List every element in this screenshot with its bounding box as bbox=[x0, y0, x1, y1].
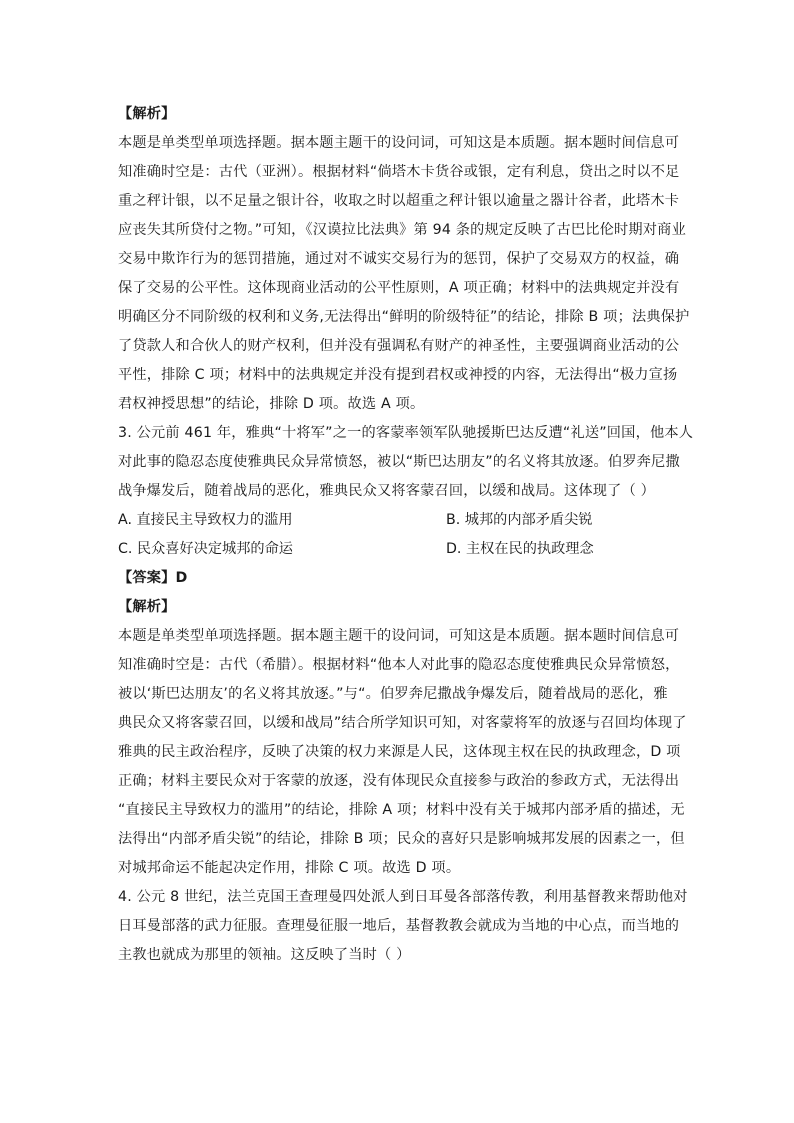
q3-analysis-line: 被以‘斯巴达朋友’的名义将其放逐。”与“。伯罗奔尼撒战争爆发后，随着战局的恶化，雅 bbox=[118, 686, 668, 702]
q2-analysis-line: 平性，排除 C 项；材料中的法典规定并没有提到君权或神授的内容，无法得出“极力宣扬 bbox=[118, 367, 678, 383]
q3-option-d: D. 主权在民的执政理念 bbox=[446, 541, 594, 557]
q2-analysis-line: 知准确时空是：古代（亚洲）。根据材料“倘塔木卡货谷或银，定有利息，贷出之时以不足 bbox=[118, 164, 680, 180]
q3-analysis-line: 知准确时空是：古代（希腊）。根据材料“他本人对此事的隐忍态度使雅典民众异常愤怒， bbox=[118, 657, 680, 673]
q2-analysis-line: 了贷款人和合伙人的财产权利，但并没有强调私有财产的神圣性，主要强调商业活动的公 bbox=[118, 338, 680, 354]
q3-analysis-line: “直接民主导致权力的滥用”的结论，排除 A 项；材料中没有关于城邦内部矛盾的描述，无 bbox=[118, 802, 685, 818]
q3-analysis-line: 正确；材料主要民众对于客蒙的放逐，没有体现民众直接参与政治的参政方式，无法得出 bbox=[118, 773, 680, 789]
q2-analysis-line: 本题是单类型单项选择题。据本题主题干的设问词，可知这是本质题。据本题时间信息可 bbox=[118, 135, 680, 151]
q3-options-row-2 bbox=[118, 535, 674, 564]
q3-stem-line: 3. 公元前 461 年，雅典“十将军”之一的客蒙率领军队驰援斯巴达反遭“礼送”回国，他本人 bbox=[118, 425, 694, 441]
q3-stem-line: 对此事的隐忍态度使雅典民众异常愤怒，被以“斯巴达朋友”的名义将其放逐。伯罗奔尼撒 bbox=[118, 454, 680, 470]
q4-stem-line: 主教也就成为那里的领袖。这反映了当时（ ） bbox=[118, 947, 411, 963]
q2-analysis-line: 明确区分不同阶级的权利和义务,无法得出“鲜明的阶级特征”的结论，排除 B 项；法典保护 bbox=[118, 309, 690, 325]
q2-analysis-line: 交易中欺诈行为的惩罚措施，通过对不诚实交易行为的惩罚，保护了交易双方的权益，确 bbox=[118, 251, 680, 267]
q3-analysis-line: 典民众又将客蒙召回，以缓和战局”结合所学知识可知，对客蒙将军的放逐与召回均体现了 bbox=[118, 715, 687, 731]
q3-analysis-line: 本题是单类型单项选择题。据本题主题干的设问词，可知这是本质题。据本题时间信息可 bbox=[118, 628, 680, 644]
q2-analysis-heading: 【解析】 bbox=[118, 106, 176, 122]
q3-answer: 【答案】D bbox=[118, 570, 188, 586]
q2-analysis-line: 保了交易的公平性。这体现商业活动的公平性原则，A 项正确；材料中的法典规定并没有 bbox=[118, 280, 680, 296]
q3-option-a: A. 直接民主导致权力的滥用 bbox=[118, 512, 293, 528]
q2-analysis-line: 君权神授思想”的结论，排除 D 项。故选 A 项。 bbox=[118, 396, 425, 412]
q2-analysis-line: 重之秤计银，以不足量之银计谷，收取之时以超重之秤计银以逾量之器计谷者，此塔木卡 bbox=[118, 193, 680, 209]
q3-analysis-line: 雅典的民主政治程序，反映了决策的权力来源是人民，这体现主权在民的执政理念，D 项 bbox=[118, 744, 681, 760]
q3-analysis-line: 法得出“内部矛盾尖锐”的结论，排除 B 项；民众的喜好只是影响城邦发展的因素之一，但 bbox=[118, 831, 685, 847]
q3-option-c: C. 民众喜好决定城邦的命运 bbox=[118, 541, 293, 557]
q3-analysis-heading: 【解析】 bbox=[118, 599, 176, 615]
q2-analysis-line: 应丧失其所贷付之物。”可知，《汉谟拉比法典》第 94 条的规定反映了古巴比伦时期对商业 bbox=[118, 222, 686, 238]
q3-stem-line: 战争爆发后，随着战局的恶化，雅典民众又将客蒙召回，以缓和战局。这体现了（ ） bbox=[118, 483, 656, 499]
q3-options-row-1 bbox=[118, 506, 674, 535]
q4-stem-line: 4. 公元 8 世纪，法兰克国王查理曼四处派人到日耳曼各部落传教，利用基督教来帮助他对 bbox=[118, 889, 688, 905]
q4-stem-line: 日耳曼部落的武力征服。查理曼征服一地后，基督教教会就成为当地的中心点，而当地的 bbox=[118, 918, 680, 934]
document-content bbox=[118, 100, 694, 970]
q3-analysis-line: 对城邦命运不能起决定作用，排除 C 项。故选 D 项。 bbox=[118, 860, 461, 876]
q3-option-b: B. 城邦的内部矛盾尖锐 bbox=[446, 512, 593, 528]
